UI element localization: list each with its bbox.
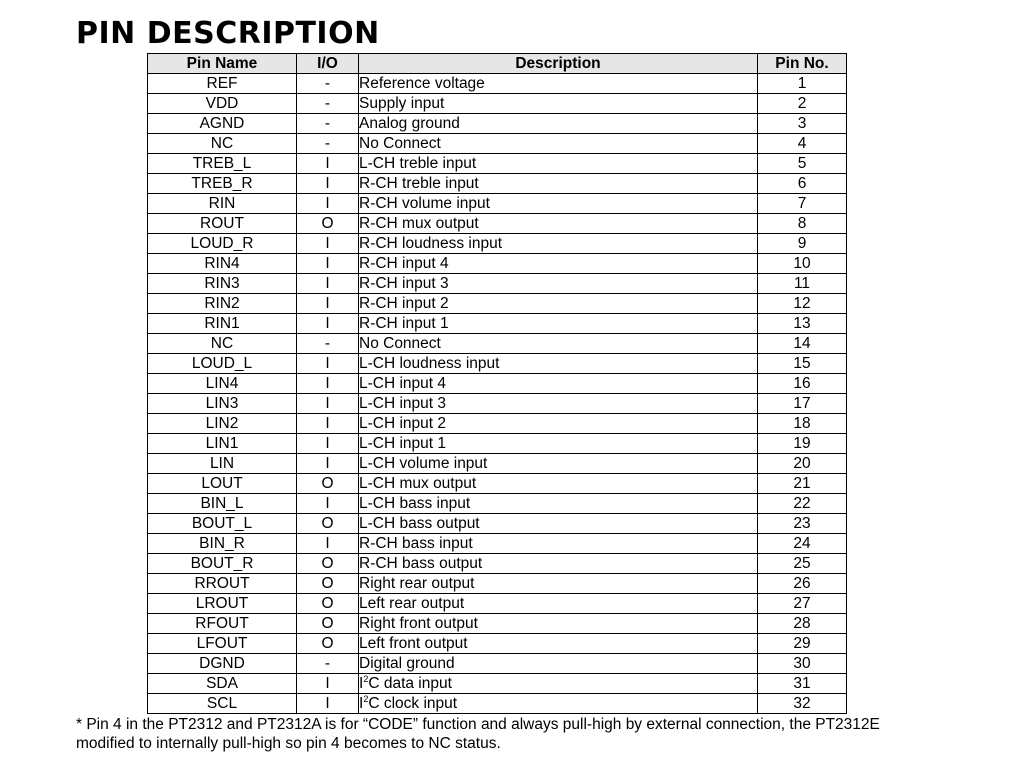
- table-row: [148, 294, 847, 314]
- io-cell: I: [297, 174, 359, 194]
- table-row: [148, 194, 847, 214]
- io-cell: O: [297, 214, 359, 234]
- pin-number-cell: 20: [758, 454, 847, 474]
- description-cell: [359, 674, 758, 694]
- io-cell: I: [297, 434, 359, 454]
- io-cell: I: [297, 414, 359, 434]
- pin-name-cell: LIN: [148, 454, 297, 474]
- pin-number-cell: 13: [758, 314, 847, 334]
- io-cell: O: [297, 474, 359, 494]
- header-io: I/O: [297, 54, 359, 74]
- table-row: [148, 694, 847, 714]
- table-row: [148, 654, 847, 674]
- pin-number-cell: 30: [758, 654, 847, 674]
- table-row: [148, 214, 847, 234]
- description-cell: R-CH volume input: [359, 194, 758, 214]
- pin-name-cell: RIN4: [148, 254, 297, 274]
- description-cell: L-CH volume input: [359, 454, 758, 474]
- io-cell: I: [297, 494, 359, 514]
- pin-number-cell: 19: [758, 434, 847, 454]
- pin-number-cell: 21: [758, 474, 847, 494]
- pin-number-cell: 27: [758, 594, 847, 614]
- io-cell: O: [297, 554, 359, 574]
- pin-number-cell: 9: [758, 234, 847, 254]
- table-row: [148, 574, 847, 594]
- table-row: [148, 414, 847, 434]
- table-row: [148, 174, 847, 194]
- pin-name-cell: RROUT: [148, 574, 297, 594]
- page-title: PIN DESCRIPTION: [76, 16, 380, 51]
- table-row: [148, 394, 847, 414]
- table-row: [148, 594, 847, 614]
- pin-name-cell: LIN4: [148, 374, 297, 394]
- description-cell: L-CH input 4: [359, 374, 758, 394]
- io-cell: O: [297, 634, 359, 654]
- pin-number-cell: 23: [758, 514, 847, 534]
- io-cell: -: [297, 74, 359, 94]
- pin-number-cell: 7: [758, 194, 847, 214]
- description-cell: R-CH input 4: [359, 254, 758, 274]
- description-cell: L-CH input 1: [359, 434, 758, 454]
- description-cell: R-CH input 1: [359, 314, 758, 334]
- table-header-row: [148, 54, 847, 74]
- pin-name-cell: AGND: [148, 114, 297, 134]
- description-cell: L-CH mux output: [359, 474, 758, 494]
- pin-name-cell: SDA: [148, 674, 297, 694]
- table-row: [148, 634, 847, 654]
- description-cell: Reference voltage: [359, 74, 758, 94]
- io-cell: -: [297, 334, 359, 354]
- table-row: [148, 494, 847, 514]
- pin-number-cell: 8: [758, 214, 847, 234]
- table-row: [148, 454, 847, 474]
- table-body: [148, 74, 847, 714]
- pin-number-cell: 14: [758, 334, 847, 354]
- pin-name-cell: ROUT: [148, 214, 297, 234]
- io-cell: O: [297, 594, 359, 614]
- pin-number-cell: 15: [758, 354, 847, 374]
- io-cell: I: [297, 394, 359, 414]
- pin-name-cell: TREB_L: [148, 154, 297, 174]
- io-cell: I: [297, 234, 359, 254]
- pin-number-cell: 12: [758, 294, 847, 314]
- description-cell: R-CH loudness input: [359, 234, 758, 254]
- pin-name-cell: RIN1: [148, 314, 297, 334]
- description-cell: Left rear output: [359, 594, 758, 614]
- pin-name-cell: RFOUT: [148, 614, 297, 634]
- pin-number-cell: 5: [758, 154, 847, 174]
- pin-name-cell: SCL: [148, 694, 297, 714]
- description-cell: R-CH mux output: [359, 214, 758, 234]
- table-row: [148, 134, 847, 154]
- pin-name-cell: BOUT_R: [148, 554, 297, 574]
- description-prefix: I: [359, 675, 364, 692]
- io-cell: -: [297, 134, 359, 154]
- io-cell: -: [297, 94, 359, 114]
- io-cell: I: [297, 194, 359, 214]
- description-prefix: I: [359, 695, 364, 712]
- table-row: [148, 94, 847, 114]
- description-superscript: 2: [363, 694, 369, 704]
- table-row: [148, 554, 847, 574]
- table-row: [148, 474, 847, 494]
- pin-name-cell: LOUD_R: [148, 234, 297, 254]
- description-cell: L-CH bass output: [359, 514, 758, 534]
- description-cell: Digital ground: [359, 654, 758, 674]
- pin-number-cell: 3: [758, 114, 847, 134]
- description-cell: R-CH input 3: [359, 274, 758, 294]
- description-cell: No Connect: [359, 134, 758, 154]
- description-cell: Left front output: [359, 634, 758, 654]
- io-cell: I: [297, 274, 359, 294]
- io-cell: I: [297, 254, 359, 274]
- pin-number-cell: 22: [758, 494, 847, 514]
- table-row: [148, 334, 847, 354]
- header-description: Description: [359, 54, 758, 74]
- pin-name-cell: BIN_R: [148, 534, 297, 554]
- pin-number-cell: 11: [758, 274, 847, 294]
- pin-number-cell: 6: [758, 174, 847, 194]
- description-cell: R-CH treble input: [359, 174, 758, 194]
- pin-number-cell: 32: [758, 694, 847, 714]
- io-cell: I: [297, 534, 359, 554]
- footnote: [76, 715, 976, 753]
- pin-number-cell: 31: [758, 674, 847, 694]
- description-cell: L-CH treble input: [359, 154, 758, 174]
- pin-name-cell: BOUT_L: [148, 514, 297, 534]
- description-cell: Right front output: [359, 614, 758, 634]
- description-cell: R-CH bass input: [359, 534, 758, 554]
- pin-number-cell: 10: [758, 254, 847, 274]
- description-suffix: C data input: [368, 675, 452, 692]
- io-cell: -: [297, 114, 359, 134]
- table-row: [148, 74, 847, 94]
- description-cell: Analog ground: [359, 114, 758, 134]
- description-superscript: 2: [363, 674, 369, 684]
- io-cell: I: [297, 314, 359, 334]
- description-cell: R-CH input 2: [359, 294, 758, 314]
- description-cell: L-CH input 2: [359, 414, 758, 434]
- description-cell: No Connect: [359, 334, 758, 354]
- pin-number-cell: 26: [758, 574, 847, 594]
- pin-number-cell: 1: [758, 74, 847, 94]
- header-pin-name: Pin Name: [148, 54, 297, 74]
- header-pin-no: Pin No.: [758, 54, 847, 74]
- table-row: [148, 154, 847, 174]
- pin-name-cell: NC: [148, 134, 297, 154]
- table-row: [148, 314, 847, 334]
- io-cell: O: [297, 574, 359, 594]
- pin-number-cell: 29: [758, 634, 847, 654]
- description-cell: R-CH bass output: [359, 554, 758, 574]
- pin-name-cell: LOUD_L: [148, 354, 297, 374]
- io-cell: I: [297, 154, 359, 174]
- io-cell: O: [297, 614, 359, 634]
- pin-name-cell: REF: [148, 74, 297, 94]
- table-row: [148, 354, 847, 374]
- pin-name-cell: TREB_R: [148, 174, 297, 194]
- pin-name-cell: LIN1: [148, 434, 297, 454]
- footnote-line-2: modified to internally pull-high so pin 4 becomes to NC status.: [76, 735, 501, 752]
- io-cell: I: [297, 354, 359, 374]
- pin-name-cell: BIN_L: [148, 494, 297, 514]
- description-cell: Right rear output: [359, 574, 758, 594]
- io-cell: I: [297, 294, 359, 314]
- io-cell: I: [297, 674, 359, 694]
- pin-name-cell: RIN3: [148, 274, 297, 294]
- table-row: [148, 374, 847, 394]
- pin-name-cell: LIN2: [148, 414, 297, 434]
- io-cell: I: [297, 694, 359, 714]
- pin-name-cell: LOUT: [148, 474, 297, 494]
- pin-number-cell: 18: [758, 414, 847, 434]
- pin-name-cell: DGND: [148, 654, 297, 674]
- pin-name-cell: LROUT: [148, 594, 297, 614]
- description-cell: Supply input: [359, 94, 758, 114]
- table-row: [148, 234, 847, 254]
- description-suffix: C clock input: [368, 695, 458, 712]
- table-row: [148, 114, 847, 134]
- pin-description-table: [147, 53, 847, 714]
- description-cell: L-CH loudness input: [359, 354, 758, 374]
- pin-number-cell: 28: [758, 614, 847, 634]
- pin-number-cell: 16: [758, 374, 847, 394]
- pin-number-cell: 25: [758, 554, 847, 574]
- pin-number-cell: 17: [758, 394, 847, 414]
- pin-number-cell: 24: [758, 534, 847, 554]
- description-cell: [359, 694, 758, 714]
- io-cell: -: [297, 654, 359, 674]
- pin-number-cell: 4: [758, 134, 847, 154]
- table-row: [148, 274, 847, 294]
- io-cell: I: [297, 454, 359, 474]
- pin-name-cell: VDD: [148, 94, 297, 114]
- pin-name-cell: LIN3: [148, 394, 297, 414]
- table-row: [148, 254, 847, 274]
- pin-name-cell: RIN2: [148, 294, 297, 314]
- pin-name-cell: NC: [148, 334, 297, 354]
- io-cell: O: [297, 514, 359, 534]
- table-row: [148, 674, 847, 694]
- table-row: [148, 614, 847, 634]
- footnote-line-1: * Pin 4 in the PT2312 and PT2312A is for “CODE” function and always pull-high by external connection, the PT2312E: [76, 716, 880, 733]
- table-row: [148, 534, 847, 554]
- pin-name-cell: LFOUT: [148, 634, 297, 654]
- pin-number-cell: 2: [758, 94, 847, 114]
- pin-name-cell: RIN: [148, 194, 297, 214]
- description-cell: L-CH input 3: [359, 394, 758, 414]
- table-row: [148, 434, 847, 454]
- description-cell: L-CH bass input: [359, 494, 758, 514]
- table-row: [148, 514, 847, 534]
- io-cell: I: [297, 374, 359, 394]
